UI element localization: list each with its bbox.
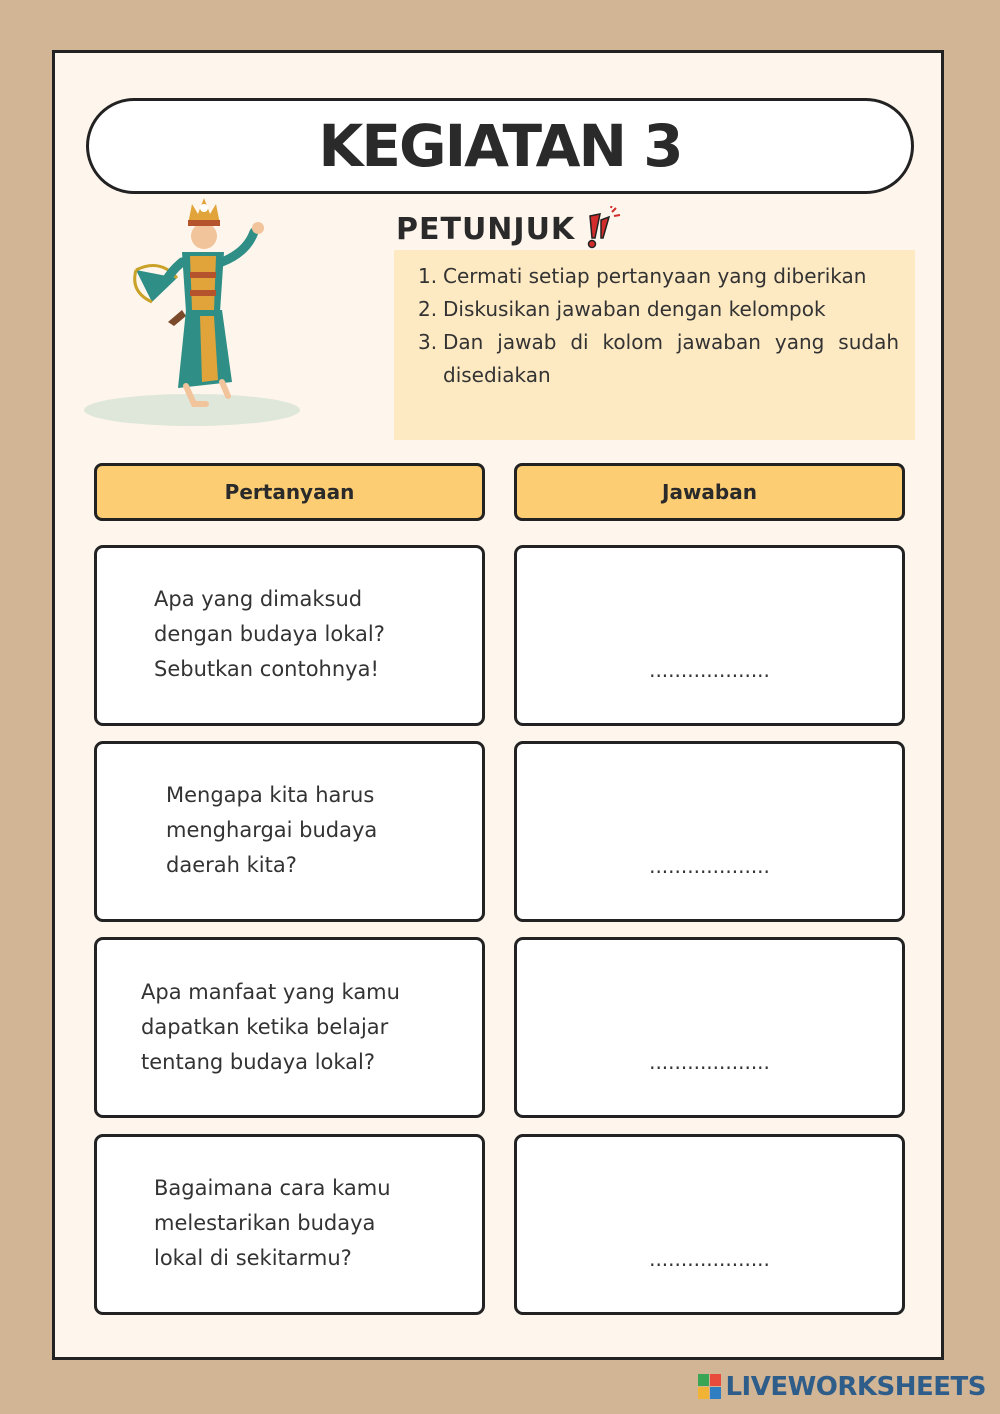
instructions-box <box>394 250 915 440</box>
page-title: KEGIATAN 3 <box>318 112 682 180</box>
instruction-number: 2. <box>418 297 438 321</box>
question-text: Bagaimana cara kamu melestarikan budaya lokal di sekitarmu? <box>154 1176 391 1270</box>
instruction-item <box>416 293 899 326</box>
answer-placeholder: ................... <box>649 1247 770 1271</box>
instruction-text: Dan jawab di kolom jawaban yang sudah disediakan <box>443 330 899 387</box>
instruction-text: Diskusikan jawaban dengan kelompok <box>443 297 826 321</box>
answer-field[interactable] <box>514 545 905 726</box>
answer-placeholder: ................... <box>649 1050 770 1074</box>
instructions-heading: PETUNJUK <box>396 212 576 247</box>
question-text: Apa yang dimaksud dengan budaya lokal? Sebutkan contohnya! <box>154 587 385 681</box>
answer-field[interactable] <box>514 937 905 1118</box>
answer-field[interactable] <box>514 1134 905 1315</box>
answer-placeholder: ................... <box>649 658 770 682</box>
exclamation-mark-icon <box>584 206 624 252</box>
instruction-item <box>416 326 899 392</box>
instruction-number: 1. <box>418 264 438 288</box>
question-text: Mengapa kita harus menghargai budaya daerah kita? <box>166 783 378 877</box>
instruction-item <box>416 260 899 293</box>
instruction-number: 3. <box>418 330 438 354</box>
answer-field[interactable] <box>514 741 905 922</box>
question-cell <box>94 937 485 1118</box>
question-text: Apa manfaat yang kamu dapatkan ketika belajar tentang budaya lokal? <box>141 980 400 1074</box>
question-cell <box>94 1134 485 1315</box>
balinese-dancer-icon <box>82 192 304 432</box>
liveworksheets-logo-icon <box>698 1374 722 1400</box>
instruction-text: Cermati setiap pertanyaan yang diberikan <box>443 264 867 288</box>
answer-column-header: Jawaban <box>514 463 905 521</box>
title-banner <box>86 98 914 194</box>
question-cell <box>94 741 485 922</box>
liveworksheets-brand[interactable] <box>698 1372 986 1402</box>
instructions-list <box>416 260 899 392</box>
answer-placeholder: ................... <box>649 854 770 878</box>
brand-name: LIVEWORKSHEETS <box>725 1372 986 1402</box>
question-cell <box>94 545 485 726</box>
question-column-header: Pertanyaan <box>94 463 485 521</box>
